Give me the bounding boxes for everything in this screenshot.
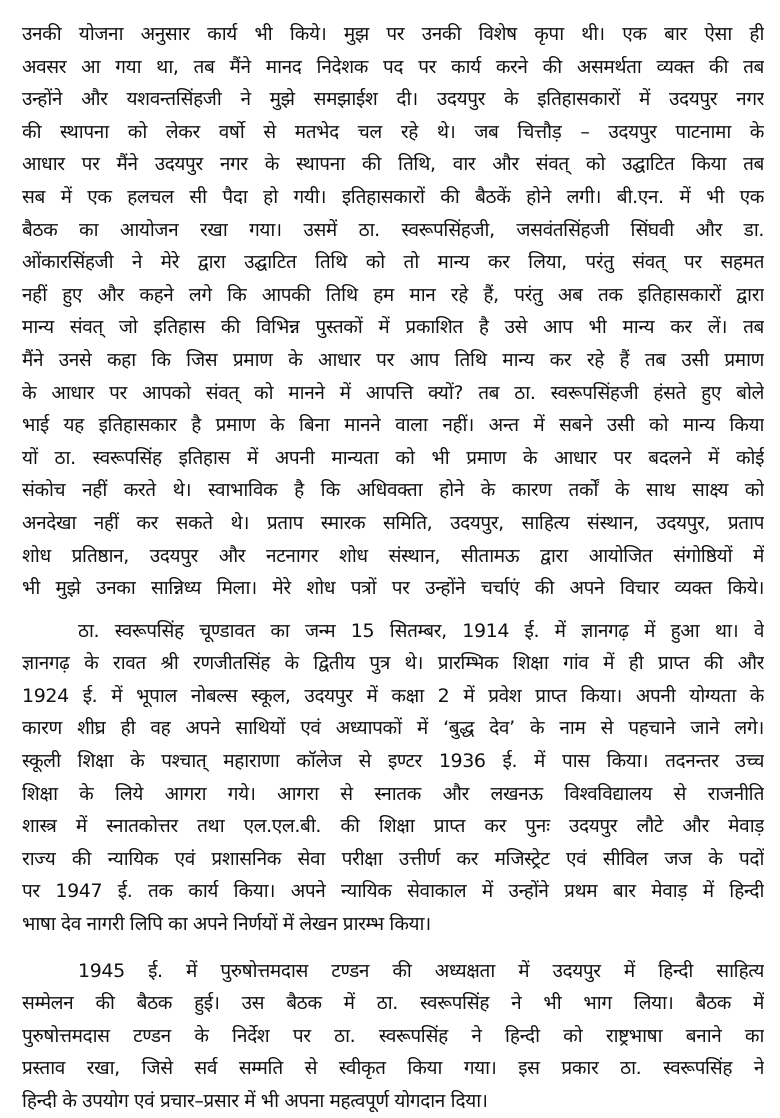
text-line: उन्होंने और यशवन्तसिंहजी ने मुझे समझाईश दी। उदयपुर के इतिहासकारों में उदयपुर नगर xyxy=(22,88,764,111)
text-line: राज्य की न्यायिक एवं प्रशासनिक सेवा परीक्षा उत्तीर्ण कर मजिस्ट्रेट एवं सीविल जज के पदों xyxy=(22,847,764,870)
text-line: स्कूली शिक्षा के पश्चात् महाराणा कॉलेज से इण्टर 1936 ई. में पास किया। तदनन्तर उच्च xyxy=(22,750,764,773)
text-line: संकोच नहीं करते थे। स्वाभाविक है कि अधिवक्ता होने के कारण तर्कों के साथ साक्ष्य को xyxy=(22,479,764,502)
text-line: मैंने उनसे कहा कि जिस प्रमाण के आधार पर आप तिथि मान्य कर रहे हैं तब उसी प्रमाण xyxy=(22,348,764,371)
text-line: कारण शीघ्र ही वह अपने साथियों एवं अध्यापकों में ‘बुद्ध देव’ के नाम से पहचाने जाने लगे। xyxy=(22,717,764,740)
text-line: यों ठा. स्वरूपसिंह इतिहास में अपनी मान्यता को भी प्रमाण के आधार पर बदलने में कोई xyxy=(22,446,764,469)
document-page xyxy=(22,18,764,1118)
paragraph-3 xyxy=(22,955,764,1118)
text-line: शिक्षा के लिये आगरा गये। आगरा से स्नातक और लखनऊ विश्वविद्यालय से राजनीति xyxy=(22,782,764,805)
text-line: भाई यह इतिहासकार है प्रमाण के बिना मानने वाला नहीं। अन्त में सबने उसी को मान्य किया xyxy=(22,414,764,437)
text-line: शोध प्रतिष्ठान, उदयपुर और नटनागर शोध संस्थान, सीतामऊ द्वारा आयोजित संगोष्ठियों में xyxy=(22,544,764,567)
text-line: 1924 ई. में भूपाल नोबल्स स्कूल, उदयपुर में कक्षा 2 में प्रवेश प्राप्त किया। अपनी योग्यता के xyxy=(22,684,764,707)
text-line: सम्मेलन की बैठक हुई। उस बैठक में ठा. स्वरूपसिंह ने भी भाग लिया। बैठक में xyxy=(22,992,764,1015)
text-line: पर 1947 ई. तक कार्य किया। अपने न्यायिक सेवाकाल में उन्होंने प्रथम बार मेवाड़ में हिन्दी xyxy=(22,880,764,903)
text-line: आधार पर मैंने उदयपुर नगर के स्थापना की तिथि, वार और संवत् को उद्घाटित किया तब xyxy=(22,153,764,176)
text-line: मान्य संवत् जो इतिहास की विभिन्न पुस्तकों में प्रकाशित है उसे आप भी मान्य कर लें। तब xyxy=(22,316,764,339)
text-line: उनकी योजना अनुसार कार्य भी किये। मुझ पर उनकी विशेष कृपा थी। एक बार ऐसा ही xyxy=(22,23,764,45)
text-line: भी मुझे उनका सान्निध्य मिला। मेरे शोध पत्रों पर उन्होंने चर्चाएं की अपने विचार व्यक्त किये। xyxy=(22,577,764,600)
text-line: नहीं हुए और कहने लगे कि आपकी तिथि हम मान रहे हैं, परंतु अब तक इतिहासकारों द्वारा xyxy=(22,283,764,306)
text-line: सब में एक हलचल सी पैदा हो गयी। इतिहासकारों की बैठकें होने लगी। बी.एन. में भी एक xyxy=(22,185,764,208)
text-line: ज्ञानगढ़ के रावत श्री रणजीतसिंह के द्वितीय पुत्र थे। प्रारम्भिक शिक्षा गांव में ही प्राप्त की और xyxy=(22,652,764,675)
text-line: ठा. स्वरूपसिंह चूण्डावत का जन्म 15 सितम्बर, 1914 ई. में ज्ञानगढ़ में हुआ था। वे xyxy=(78,619,764,642)
text-line: शास्त्र में स्नातकोत्तर तथा एल.एल.बी. की शिक्षा प्राप्त कर पुनः उदयपुर लौटे और मेवाड़ xyxy=(22,815,764,838)
text-line: प्रस्ताव रखा, जिसे सर्व सम्मति से स्वीकृत किया गया। इस प्रकार ठा. स्वरूपसिंह ने xyxy=(22,1057,764,1080)
text-line: हिन्दी के उपयोग एवं प्रचार–प्रसार में भी अपना महत्वपूर्ण योगदान दिया। xyxy=(22,1090,488,1112)
text-line: बैठक का आयोजन रखा गया। उसमें ठा. स्वरूपसिंहजी, जसवंतसिंहजी सिंघवी और डा. xyxy=(22,218,764,241)
text-line: पुरुषोत्तमदास टण्डन के निर्देश पर ठा. स्वरूपसिंह ने हिन्दी को राष्ट्रभाषा बनाने का xyxy=(22,1024,764,1047)
text-line: के आधार पर आपको संवत् को मानने में आपत्ति क्यों? तब ठा. स्वरूपसिंहजी हंसते हुए बोले xyxy=(22,381,764,404)
paragraph-1 xyxy=(22,18,764,605)
text-line: भाषा देव नागरी लिपि का अपने निर्णयों में लेखन प्रारम्भ किया। xyxy=(22,913,431,936)
text-line: ओंकारसिंहजी ने मेरे द्वारा उद्घाटित तिथि को तो मान्य कर लिया, परंतु संवत् पर सहमत xyxy=(22,251,764,274)
text-line: की स्थापना को लेकर वर्षो से मतभेद चल रहे थे। जब चित्तौड़ – उदयपुर पाटनामा के xyxy=(22,120,764,143)
paragraph-2 xyxy=(22,615,764,941)
text-line: अनदेखा नहीं कर सकते थे। प्रताप स्मारक समिति, उदयपुर, साहित्य संस्थान, उदयपुर, प्रताप xyxy=(22,511,764,534)
text-line: अवसर आ गया था, तब मैंने मानद निदेशक पद पर कार्य करने की असमर्थता व्यक्त की तब xyxy=(22,55,764,78)
text-line: 1945 ई. में पुरुषोत्तमदास टण्डन की अध्यक्षता में उदयपुर में हिन्दी साहित्य xyxy=(78,959,764,982)
